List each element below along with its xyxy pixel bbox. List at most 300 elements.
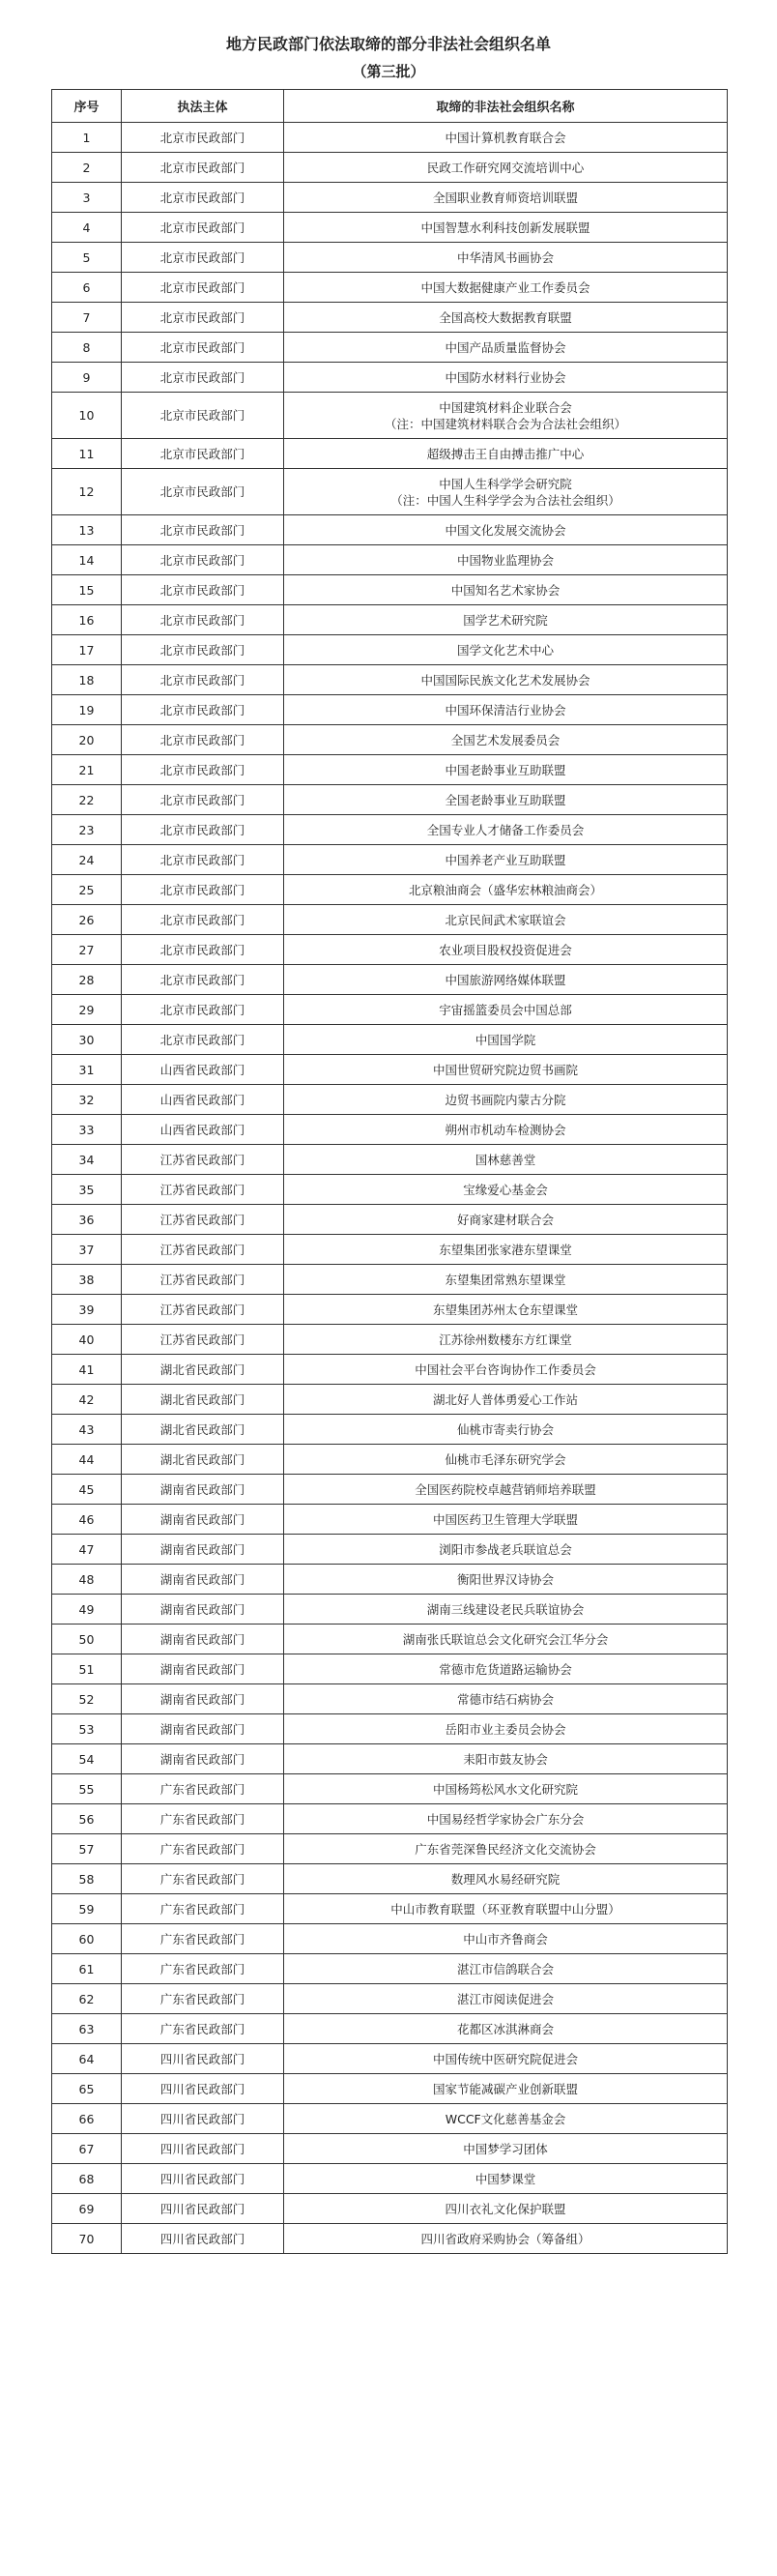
- organization-name: 中国社会平台咨询协作工作委员会: [415, 1361, 596, 1377]
- organization-name: 湖北好人普体勇爱心工作站: [432, 1391, 578, 1407]
- table-row: [52, 2044, 728, 2074]
- table-row: [52, 1625, 728, 1654]
- row-number: 53: [52, 1714, 122, 1744]
- table-row: [52, 725, 728, 755]
- row-organization-name: [284, 393, 728, 439]
- row-number: 56: [52, 1804, 122, 1834]
- row-number: 29: [52, 995, 122, 1025]
- organizations-table: [51, 89, 728, 2254]
- organization-name: 中国易经哲学家协会广东分会: [426, 1811, 585, 1827]
- table-row: [52, 605, 728, 635]
- table-header-row: [52, 90, 728, 123]
- organization-name: 衡阳世界汉诗协会: [456, 1571, 554, 1587]
- row-organization-name: [284, 1954, 728, 1984]
- table-row: [52, 1744, 728, 1774]
- row-organization-name: [284, 875, 728, 905]
- table-row: [52, 1145, 728, 1175]
- organization-name: 中国人生科学学会研究院: [439, 476, 572, 491]
- organization-name: 仙桃市寄卖行协会: [456, 1421, 554, 1437]
- organization-name: 中国物业监理协会: [456, 552, 554, 568]
- organization-name: 中国文化发展交流协会: [445, 522, 566, 538]
- row-agency: 北京市民政部门: [122, 995, 284, 1025]
- row-organization-name: [284, 1834, 728, 1864]
- table-row: [52, 363, 728, 393]
- row-organization-name: [284, 1085, 728, 1115]
- table-row: [52, 213, 728, 243]
- table-row: [52, 1085, 728, 1115]
- row-agency: 北京市民政部门: [122, 905, 284, 935]
- row-organization-name: [284, 545, 728, 575]
- organization-name: 全国老龄事业互助联盟: [445, 792, 566, 807]
- table-row: [52, 1385, 728, 1415]
- organization-name: 中国国学院: [475, 1032, 536, 1047]
- organization-name: 湛江市阅读促进会: [456, 1991, 554, 2006]
- row-number: 50: [52, 1625, 122, 1654]
- column-header-number: 序号: [52, 90, 122, 123]
- row-number: 36: [52, 1205, 122, 1235]
- row-organization-name: [284, 755, 728, 785]
- row-number: 10: [52, 393, 122, 439]
- table-row: [52, 1714, 728, 1744]
- row-organization-name: [284, 2134, 728, 2164]
- organization-name: 耒阳市鼓友协会: [463, 1751, 548, 1767]
- row-number: 64: [52, 2044, 122, 2074]
- organization-name: WCCF文化慈善基金会: [445, 2111, 566, 2126]
- row-agency: 北京市民政部门: [122, 545, 284, 575]
- row-number: 60: [52, 1924, 122, 1954]
- row-agency: 湖北省民政部门: [122, 1355, 284, 1385]
- row-agency: 北京市民政部门: [122, 725, 284, 755]
- row-agency: 北京市民政部门: [122, 755, 284, 785]
- row-agency: 四川省民政部门: [122, 2074, 284, 2104]
- organization-name: 中国产品质量监督协会: [445, 339, 566, 355]
- row-number: 12: [52, 469, 122, 515]
- organization-name: 岳阳市业主委员会协会: [445, 1721, 566, 1737]
- row-organization-name: [284, 1325, 728, 1355]
- organization-name: 中国养老产业互助联盟: [445, 852, 566, 867]
- organization-name: 中国建筑材料企业联合会: [439, 399, 572, 415]
- table-row: [52, 469, 728, 515]
- row-organization-name: [284, 273, 728, 303]
- row-organization-name: [284, 1355, 728, 1385]
- row-agency: 北京市民政部门: [122, 815, 284, 845]
- organization-name: 中国梦课堂: [475, 2171, 536, 2186]
- row-agency: 北京市民政部门: [122, 845, 284, 875]
- column-header-organization-name: 取缔的非法社会组织名称: [284, 90, 728, 123]
- row-agency: 江苏省民政部门: [122, 1235, 284, 1265]
- row-organization-name: [284, 965, 728, 995]
- organization-name: 宝缘爱心基金会: [463, 1182, 548, 1197]
- row-agency: 北京市民政部门: [122, 935, 284, 965]
- row-agency: 北京市民政部门: [122, 635, 284, 665]
- organization-name: 好商家建材联合会: [456, 1212, 554, 1227]
- table-row: [52, 1804, 728, 1834]
- row-agency: 山西省民政部门: [122, 1085, 284, 1115]
- row-agency: 四川省民政部门: [122, 2134, 284, 2164]
- row-organization-name: [284, 995, 728, 1025]
- row-number: 34: [52, 1145, 122, 1175]
- row-organization-name: [284, 1235, 728, 1265]
- table-row: [52, 575, 728, 605]
- organization-name: 全国专业人才储备工作委员会: [426, 822, 585, 837]
- row-organization-name: [284, 905, 728, 935]
- row-agency: 广东省民政部门: [122, 1804, 284, 1834]
- row-number: 21: [52, 755, 122, 785]
- row-number: 13: [52, 515, 122, 545]
- row-number: 57: [52, 1834, 122, 1864]
- row-organization-name: [284, 1804, 728, 1834]
- table-row: [52, 243, 728, 273]
- table-row: [52, 2014, 728, 2044]
- organization-name: 常德市危货道路运输协会: [439, 1661, 572, 1677]
- row-agency: 四川省民政部门: [122, 2164, 284, 2194]
- organization-name: 北京粮油商会（盛华宏林粮油商会）: [408, 882, 602, 897]
- row-number: 65: [52, 2074, 122, 2104]
- row-number: 27: [52, 935, 122, 965]
- row-number: 16: [52, 605, 122, 635]
- table-row: [52, 1325, 728, 1355]
- row-agency: 广东省民政部门: [122, 1924, 284, 1954]
- table-row: [52, 1894, 728, 1924]
- table-row: [52, 2104, 728, 2134]
- row-number: 32: [52, 1085, 122, 1115]
- row-agency: 山西省民政部门: [122, 1055, 284, 1085]
- organization-name: 中国传统中医研究院促进会: [432, 2051, 578, 2066]
- row-number: 26: [52, 905, 122, 935]
- row-organization-name: [284, 1654, 728, 1684]
- row-agency: 北京市民政部门: [122, 183, 284, 213]
- organization-name: 国学文化艺术中心: [456, 642, 554, 658]
- row-number: 17: [52, 635, 122, 665]
- row-organization-name: [284, 635, 728, 665]
- row-organization-name: [284, 2074, 728, 2104]
- row-number: 47: [52, 1535, 122, 1565]
- row-number: 24: [52, 845, 122, 875]
- organization-name: 全国医药院校卓越营销师培养联盟: [415, 1481, 596, 1497]
- row-agency: 北京市民政部门: [122, 439, 284, 469]
- table-row: [52, 1055, 728, 1085]
- row-organization-name: [284, 2044, 728, 2074]
- organization-name: 边贸书画院内蒙古分院: [445, 1092, 566, 1107]
- row-organization-name: [284, 1684, 728, 1714]
- table-row: [52, 273, 728, 303]
- organization-name: 数理风水易经研究院: [450, 1871, 561, 1887]
- row-organization-name: [284, 153, 728, 183]
- table-row: [52, 665, 728, 695]
- table-row: [52, 1505, 728, 1535]
- row-agency: 湖南省民政部门: [122, 1714, 284, 1744]
- table-row: [52, 695, 728, 725]
- row-number: 18: [52, 665, 122, 695]
- row-organization-name: [284, 815, 728, 845]
- table-row: [52, 1475, 728, 1505]
- table-body: [52, 123, 728, 2254]
- row-number: 70: [52, 2224, 122, 2254]
- table-row: [52, 1595, 728, 1625]
- row-number: 52: [52, 1684, 122, 1714]
- row-agency: 湖北省民政部门: [122, 1445, 284, 1475]
- organization-name: 中国医药卫生管理大学联盟: [432, 1511, 578, 1527]
- row-organization-name: [284, 575, 728, 605]
- row-number: 46: [52, 1505, 122, 1535]
- row-agency: 北京市民政部门: [122, 303, 284, 333]
- row-organization-name: [284, 1115, 728, 1145]
- row-organization-name: [284, 1894, 728, 1924]
- table-row: [52, 545, 728, 575]
- table-row: [52, 1445, 728, 1475]
- row-agency: 四川省民政部门: [122, 2044, 284, 2074]
- row-number: 9: [52, 363, 122, 393]
- row-agency: 江苏省民政部门: [122, 1205, 284, 1235]
- row-number: 66: [52, 2104, 122, 2134]
- organization-name: 中国防水材料行业协会: [445, 369, 566, 385]
- row-number: 38: [52, 1265, 122, 1295]
- table-row: [52, 1565, 728, 1595]
- organization-name: 朔州市机动车检测协会: [445, 1122, 566, 1137]
- row-agency: 广东省民政部门: [122, 2014, 284, 2044]
- row-organization-name: [284, 243, 728, 273]
- table-row: [52, 1415, 728, 1445]
- row-organization-name: [284, 1535, 728, 1565]
- table-row: [52, 2224, 728, 2254]
- row-number: 7: [52, 303, 122, 333]
- row-organization-name: [284, 1055, 728, 1085]
- row-organization-name: [284, 469, 728, 515]
- organization-name: 广东省莞深鲁民经济文化交流协会: [415, 1841, 596, 1857]
- organization-name: 东望集团张家港东望课堂: [439, 1242, 572, 1257]
- table-row: [52, 1864, 728, 1894]
- organization-name: 国学艺术研究院: [463, 612, 548, 628]
- row-number: 23: [52, 815, 122, 845]
- table-row: [52, 1774, 728, 1804]
- row-agency: 湖南省民政部门: [122, 1744, 284, 1774]
- row-agency: 湖南省民政部门: [122, 1654, 284, 1684]
- row-number: 19: [52, 695, 122, 725]
- row-organization-name: [284, 183, 728, 213]
- table-row: [52, 1355, 728, 1385]
- row-organization-name: [284, 1175, 728, 1205]
- row-number: 58: [52, 1864, 122, 1894]
- row-agency: 江苏省民政部门: [122, 1145, 284, 1175]
- organization-name: 东望集团苏州太仓东望课堂: [432, 1302, 578, 1317]
- table-row: [52, 515, 728, 545]
- organization-name: 国林慈善堂: [475, 1152, 536, 1167]
- row-organization-name: [284, 1445, 728, 1475]
- table-row: [52, 2134, 728, 2164]
- row-organization-name: [284, 303, 728, 333]
- table-row: [52, 815, 728, 845]
- table-row: [52, 1684, 728, 1714]
- row-organization-name: [284, 1595, 728, 1625]
- row-agency: 北京市民政部门: [122, 1025, 284, 1055]
- organization-name: 浏阳市参战老兵联谊总会: [439, 1541, 572, 1557]
- row-number: 25: [52, 875, 122, 905]
- table-row: [52, 845, 728, 875]
- row-agency: 北京市民政部门: [122, 363, 284, 393]
- row-agency: 北京市民政部门: [122, 469, 284, 515]
- row-agency: 广东省民政部门: [122, 1954, 284, 1984]
- row-organization-name: [284, 845, 728, 875]
- row-organization-name: [284, 1864, 728, 1894]
- row-organization-name: [284, 1295, 728, 1325]
- row-number: 8: [52, 333, 122, 363]
- organization-name: 全国职业教育师资培训联盟: [432, 190, 578, 205]
- table-row: [52, 1265, 728, 1295]
- row-agency: 四川省民政部门: [122, 2224, 284, 2254]
- table-row: [52, 1535, 728, 1565]
- row-number: 68: [52, 2164, 122, 2194]
- row-agency: 湖南省民政部门: [122, 1684, 284, 1714]
- row-number: 67: [52, 2134, 122, 2164]
- row-number: 54: [52, 1744, 122, 1774]
- row-organization-name: [284, 439, 728, 469]
- table-row: [52, 1205, 728, 1235]
- row-number: 22: [52, 785, 122, 815]
- row-agency: 江苏省民政部门: [122, 1295, 284, 1325]
- row-organization-name: [284, 665, 728, 695]
- row-agency: 北京市民政部门: [122, 213, 284, 243]
- row-agency: 北京市民政部门: [122, 123, 284, 153]
- row-organization-name: [284, 1205, 728, 1235]
- row-number: 69: [52, 2194, 122, 2224]
- table-row: [52, 995, 728, 1025]
- row-organization-name: [284, 1385, 728, 1415]
- row-number: 30: [52, 1025, 122, 1055]
- row-agency: 北京市民政部门: [122, 695, 284, 725]
- row-agency: 北京市民政部门: [122, 273, 284, 303]
- table-row: [52, 1954, 728, 1984]
- row-agency: 北京市民政部门: [122, 575, 284, 605]
- row-agency: 湖南省民政部门: [122, 1595, 284, 1625]
- row-agency: 北京市民政部门: [122, 875, 284, 905]
- organization-name: 中国知名艺术家协会: [450, 582, 561, 598]
- row-agency: 江苏省民政部门: [122, 1265, 284, 1295]
- row-agency: 湖南省民政部门: [122, 1535, 284, 1565]
- table-row: [52, 2194, 728, 2224]
- organization-name: 农业项目股权投资促进会: [439, 942, 572, 957]
- row-number: 5: [52, 243, 122, 273]
- row-agency: 四川省民政部门: [122, 2194, 284, 2224]
- row-agency: 湖北省民政部门: [122, 1385, 284, 1415]
- table-row: [52, 123, 728, 153]
- table-row: [52, 1834, 728, 1864]
- row-number: 28: [52, 965, 122, 995]
- document-title: 地方民政部门依法取缔的部分非法社会组织名单: [225, 35, 551, 53]
- row-number: 15: [52, 575, 122, 605]
- organization-name: 超级搏击王自由搏击推广中心: [426, 446, 585, 461]
- row-organization-name: [284, 1565, 728, 1595]
- table-row: [52, 303, 728, 333]
- row-agency: 北京市民政部门: [122, 605, 284, 635]
- table-row: [52, 785, 728, 815]
- row-organization-name: [284, 1265, 728, 1295]
- row-number: 42: [52, 1385, 122, 1415]
- row-number: 33: [52, 1115, 122, 1145]
- organization-name: 中华清风书画协会: [456, 249, 554, 265]
- table-row: [52, 2164, 728, 2194]
- row-number: 41: [52, 1355, 122, 1385]
- row-agency: 北京市民政部门: [122, 153, 284, 183]
- row-number: 63: [52, 2014, 122, 2044]
- organization-name: 湛江市信鸽联合会: [456, 1961, 554, 1976]
- organization-name: 中国环保清洁行业协会: [445, 702, 566, 717]
- row-number: 48: [52, 1565, 122, 1595]
- table-row: [52, 393, 728, 439]
- row-number: 3: [52, 183, 122, 213]
- table-row: [52, 965, 728, 995]
- row-agency: 江苏省民政部门: [122, 1325, 284, 1355]
- organization-name: 东望集团常熟东望课堂: [445, 1272, 566, 1287]
- row-organization-name: [284, 1475, 728, 1505]
- organization-name: 中国国际民族文化艺术发展协会: [420, 672, 590, 688]
- table-row: [52, 153, 728, 183]
- row-agency: 湖南省民政部门: [122, 1625, 284, 1654]
- row-number: 49: [52, 1595, 122, 1625]
- row-number: 40: [52, 1325, 122, 1355]
- organization-name: 全国艺术发展委员会: [450, 732, 561, 747]
- organization-name: 中山市教育联盟（环亚教育联盟中山分盟）: [390, 1901, 620, 1917]
- row-agency: 湖北省民政部门: [122, 1415, 284, 1445]
- organization-name: 四川省政府采购协会（筹备组）: [420, 2231, 590, 2246]
- row-number: 37: [52, 1235, 122, 1265]
- table-row: [52, 1295, 728, 1325]
- row-number: 59: [52, 1894, 122, 1924]
- organization-name: 宇宙摇篮委员会中国总部: [439, 1002, 572, 1017]
- organization-name: 中国老龄事业互助联盟: [445, 762, 566, 777]
- row-organization-name: [284, 213, 728, 243]
- row-organization-name: [284, 785, 728, 815]
- row-agency: 北京市民政部门: [122, 965, 284, 995]
- table-row: [52, 875, 728, 905]
- organization-name: 江苏徐州数楼东方红课堂: [439, 1332, 572, 1347]
- row-number: 31: [52, 1055, 122, 1085]
- organization-name: 民政工作研究网交流培训中心: [426, 160, 585, 175]
- row-organization-name: [284, 2164, 728, 2194]
- row-organization-name: [284, 1415, 728, 1445]
- row-number: 61: [52, 1954, 122, 1984]
- row-number: 43: [52, 1415, 122, 1445]
- row-agency: 北京市民政部门: [122, 515, 284, 545]
- organization-name: 中国计算机教育联合会: [445, 130, 566, 145]
- table-row: [52, 1025, 728, 1055]
- organization-note: （注：中国人生科学学会为合法社会组织）: [390, 492, 620, 508]
- row-organization-name: [284, 515, 728, 545]
- row-organization-name: [284, 1774, 728, 1804]
- row-organization-name: [284, 2014, 728, 2044]
- document-subtitle: （第三批）: [352, 63, 425, 80]
- row-organization-name: [284, 725, 728, 755]
- table-row: [52, 333, 728, 363]
- table-row: [52, 1654, 728, 1684]
- row-number: 44: [52, 1445, 122, 1475]
- table-row: [52, 1984, 728, 2014]
- row-agency: 广东省民政部门: [122, 1834, 284, 1864]
- organization-name: 全国高校大数据教育联盟: [439, 309, 572, 325]
- row-organization-name: [284, 935, 728, 965]
- row-organization-name: [284, 1625, 728, 1654]
- table-row: [52, 755, 728, 785]
- row-agency: 湖南省民政部门: [122, 1475, 284, 1505]
- table-row: [52, 2074, 728, 2104]
- row-agency: 广东省民政部门: [122, 1984, 284, 2014]
- column-header-agency: 执法主体: [122, 90, 284, 123]
- row-agency: 湖南省民政部门: [122, 1565, 284, 1595]
- organization-name: 湖南张氏联谊总会文化研究会江华分会: [402, 1631, 609, 1647]
- organization-name: 常德市结石病协会: [456, 1691, 554, 1707]
- organization-name: 湖南三线建设老民兵联谊协会: [426, 1601, 585, 1617]
- row-agency: 广东省民政部门: [122, 1774, 284, 1804]
- row-organization-name: [284, 1505, 728, 1535]
